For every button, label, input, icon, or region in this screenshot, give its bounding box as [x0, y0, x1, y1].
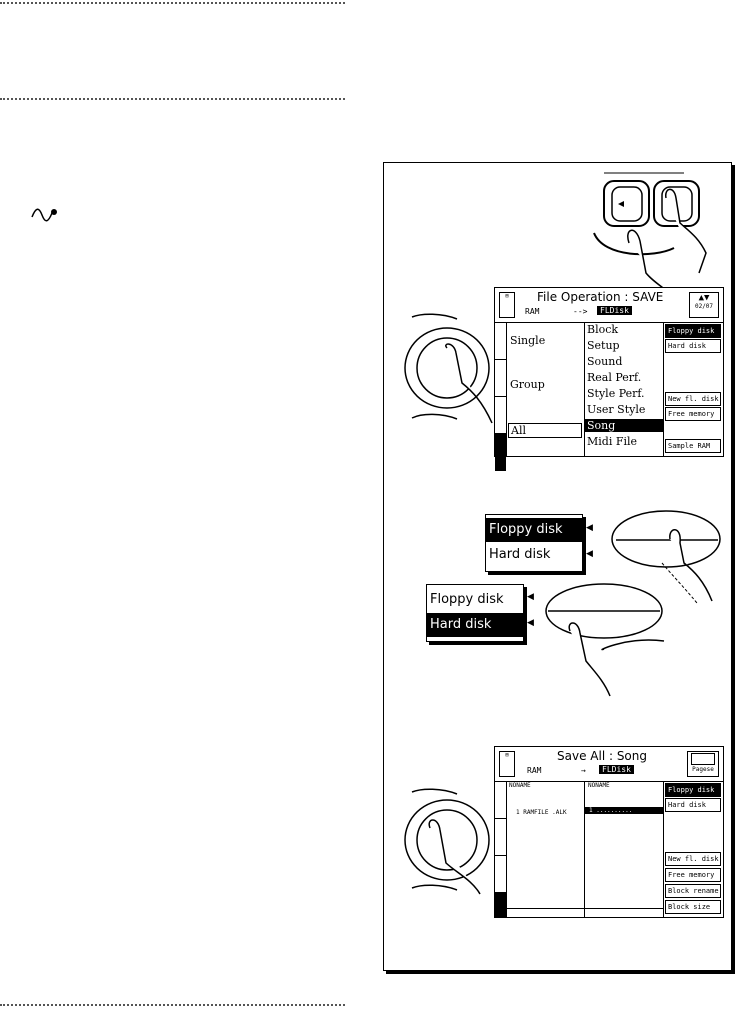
option-block-size[interactable]: Block size — [665, 900, 721, 914]
display-screen-save-all — [494, 746, 724, 918]
screen2-arrow-label: → — [581, 766, 586, 775]
dotted-divider-middle — [0, 98, 345, 102]
type-block[interactable]: Block — [587, 323, 619, 336]
pointer-arrow-icon: ◀ — [527, 592, 534, 602]
popup1-floppy-disk[interactable]: Floppy disk — [486, 518, 582, 542]
scope-column — [506, 322, 585, 456]
type-style-perf[interactable]: Style Perf. — [587, 387, 645, 400]
popup2-hard-disk[interactable]: Hard disk — [427, 613, 523, 637]
option-floppy-disk[interactable]: Floppy disk — [665, 324, 721, 338]
dest-header: NONAME — [588, 782, 610, 789]
disk-select-popup-1 — [485, 514, 583, 572]
scope-group[interactable]: Group — [510, 378, 545, 391]
tab-3[interactable] — [495, 855, 506, 893]
tab-3[interactable] — [495, 396, 506, 434]
destination-label: FLDisk — [597, 306, 632, 315]
popup1-hard-disk[interactable]: Hard disk — [489, 547, 551, 562]
option-block-rename[interactable]: Block rename — [665, 884, 721, 898]
dotted-divider-bottom — [0, 1004, 345, 1008]
hand-pressing-knob-illustration-2 — [402, 788, 497, 900]
screen2-title: Save All : Song — [557, 749, 647, 763]
option-free-memory[interactable]: Free memory — [665, 407, 721, 421]
scope-single[interactable]: Single — [510, 334, 546, 347]
tab-2[interactable] — [495, 359, 506, 397]
type-midi-file[interactable]: Midi File — [587, 435, 638, 448]
options-column — [664, 322, 723, 456]
type-song[interactable]: Song — [585, 419, 663, 432]
dotted-divider-top — [0, 2, 345, 6]
display-screen-file-operation — [494, 287, 724, 457]
pointer-arrow-icon: ◀ — [586, 523, 593, 533]
tab-1[interactable] — [495, 322, 506, 360]
tab-4[interactable] — [495, 433, 506, 471]
option-new-fl-disk[interactable]: New fl. disk — [665, 852, 721, 866]
type-user-style[interactable]: User Style — [587, 403, 646, 416]
type-real-perf[interactable]: Real Perf. — [587, 371, 642, 384]
hand-pressing-dial-illustration-2 — [534, 581, 684, 701]
dest-file-list — [585, 781, 664, 917]
source-header: NONAME — [509, 782, 531, 789]
screen-title: File Operation : SAVE — [537, 290, 664, 304]
type-sound[interactable]: Sound — [587, 355, 623, 368]
pointer-arrow-icon: ◀ — [527, 618, 534, 628]
hand-pressing-knob-illustration-1 — [402, 313, 497, 438]
page-select-button[interactable]: Pagese — [687, 751, 719, 777]
option-sample-ram[interactable]: Sample RAM — [665, 439, 721, 453]
option-free-memory[interactable]: Free memory — [665, 868, 721, 882]
wave-note-icon — [30, 203, 64, 225]
source-label: RAM — [525, 307, 540, 316]
pointer-arrow-icon: ◀ — [586, 549, 593, 559]
disk-select-popup-2 — [426, 584, 524, 642]
popup2-floppy-disk[interactable]: Floppy disk — [430, 592, 504, 607]
disk-icon: ▤ — [499, 751, 515, 777]
option-floppy-disk[interactable]: Floppy disk — [665, 783, 721, 797]
page-indicator: ▲▼ 02/07 — [689, 292, 719, 318]
disk-icon: ▤ — [499, 292, 515, 318]
option-hard-disk[interactable]: Hard disk — [665, 798, 721, 812]
screen2-destination-label: FLDisk — [599, 765, 634, 774]
scope-all[interactable]: All — [508, 423, 582, 438]
type-setup[interactable]: Setup — [587, 339, 620, 352]
screen2-source-label: RAM — [527, 766, 542, 775]
screen-header — [495, 288, 723, 323]
screen2-header — [495, 747, 723, 782]
option-hard-disk[interactable]: Hard disk — [665, 339, 721, 353]
source-file-row[interactable]: 1 RAMFILE .ALK — [516, 809, 567, 816]
option-new-fl-disk[interactable]: New fl. disk — [665, 392, 721, 406]
illustration-panel — [383, 162, 732, 971]
tab-4[interactable] — [495, 892, 506, 917]
tab-1[interactable] — [495, 781, 506, 819]
options-column-2 — [664, 781, 723, 917]
source-file-list — [506, 781, 585, 917]
type-column — [585, 322, 664, 456]
arrow-label: --> — [573, 307, 588, 316]
dest-file-row[interactable]: 1 .......... — [585, 807, 663, 814]
tab-2[interactable] — [495, 818, 506, 856]
